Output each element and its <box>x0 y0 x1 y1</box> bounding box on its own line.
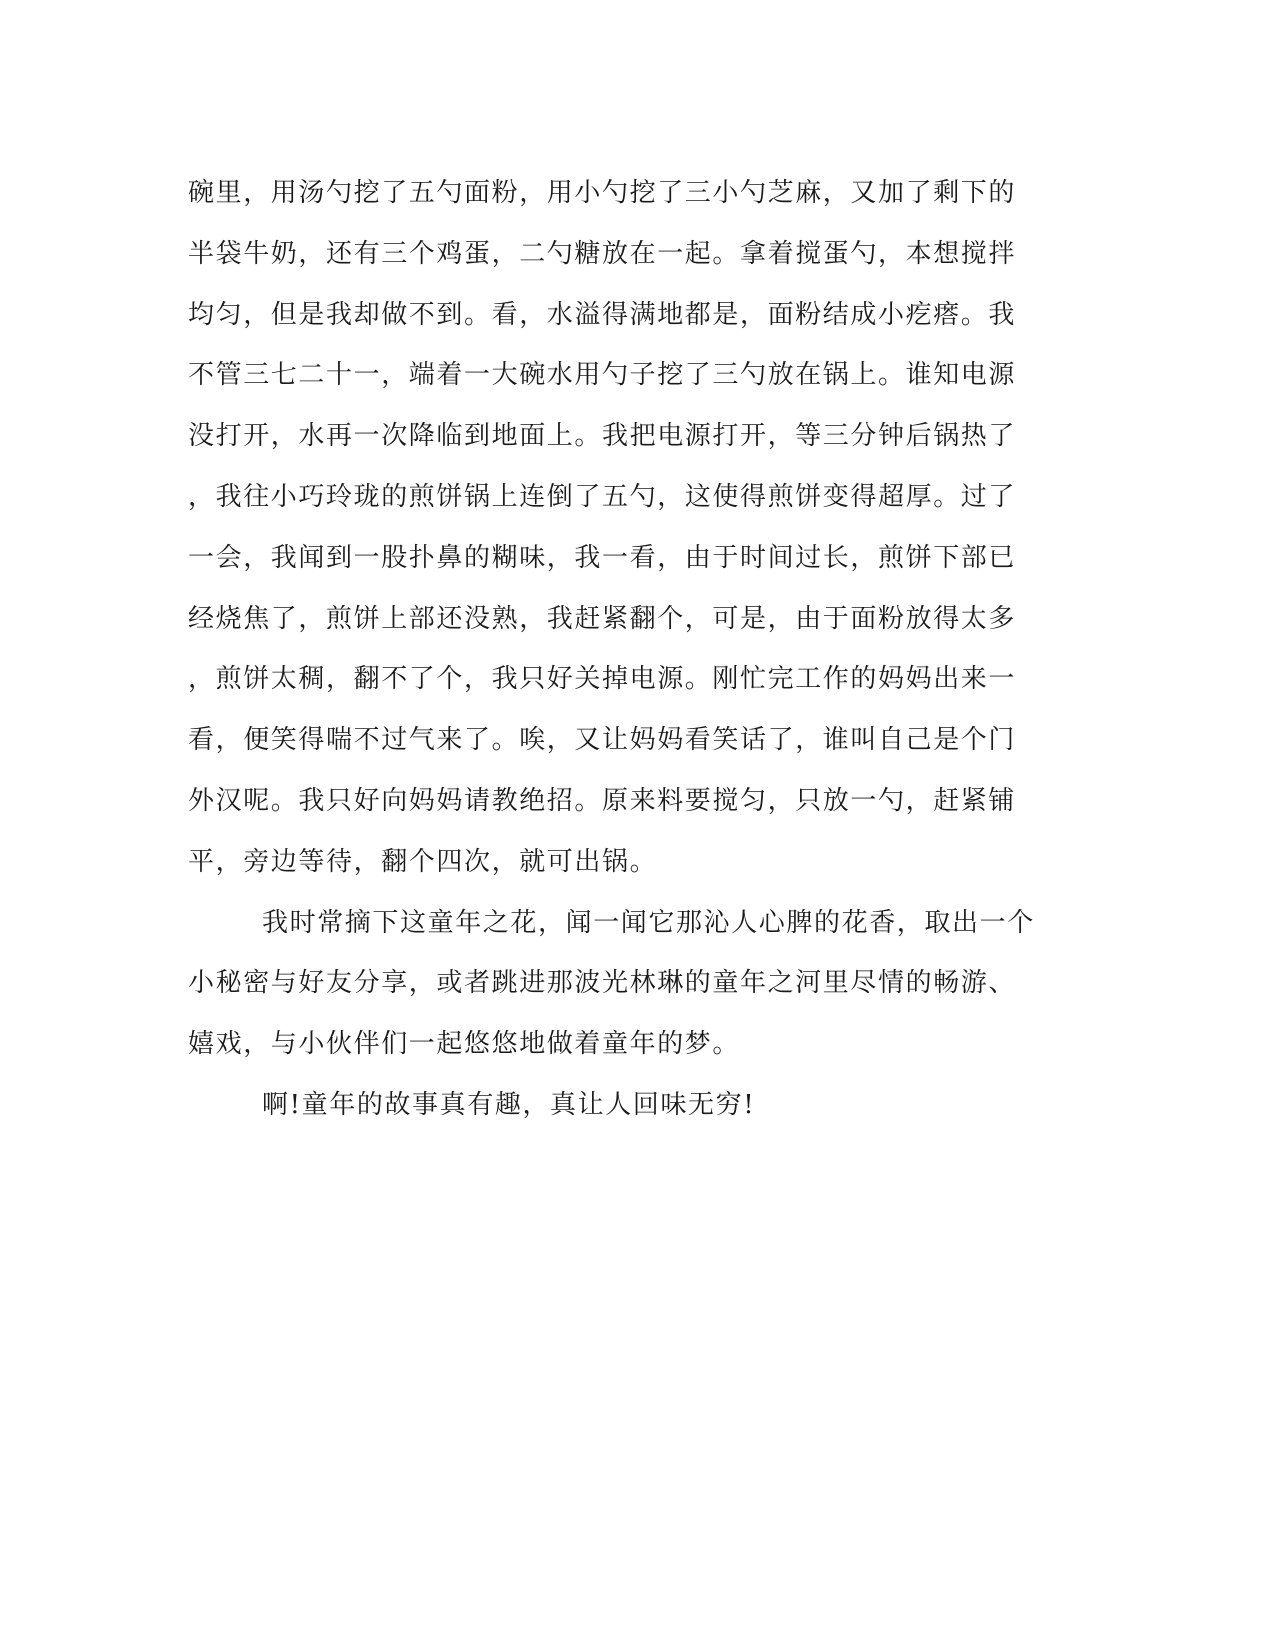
text-line: 一会，我闻到一股扑鼻的糊味，我一看，由于时间过长，煎饼下部已 <box>188 542 1017 573</box>
text-line: 看，便笑得喘不过气来了。唉，又让妈妈看笑话了，谁叫自己是个门 <box>188 725 1017 756</box>
body-text <box>188 163 1088 1136</box>
text-line: 嬉戏，与小伙伴们一起悠悠地做着童年的梦。 <box>188 1029 741 1060</box>
text-line: 平，旁边等待，翻个四次，就可出锅。 <box>188 846 658 877</box>
text-line: ，我往小巧玲珑的煎饼锅上连倒了五勺，这使得煎饼变得超厚。过了 <box>188 481 1017 512</box>
text-line: 经烧焦了，煎饼上部还没熟，我赶紧翻个，可是，由于面粉放得太多 <box>188 603 1017 634</box>
text-line: 碗里，用汤勺挖了五勺面粉，用小勺挖了三小勺芝麻，又加了剩下的 <box>188 178 1017 208</box>
text-line: 小秘密与好友分享，或者跳进那波光林琳的童年之河里尽情的畅游、 <box>188 968 1017 999</box>
text-line: 均匀，但是我却做不到。看，水溢得满地都是，面粉结成小疙瘩。我 <box>188 299 1017 330</box>
text-line: ，煎饼太稠，翻不了个，我只好关掉电源。刚忙完工作的妈妈出来一 <box>188 664 1017 695</box>
text-line: 半袋牛奶，还有三个鸡蛋，二勺糖放在一起。拿着搅蛋勺，本想搅拌 <box>188 238 1017 269</box>
text-line: 不管三七二十一，端着一大碗水用勺子挖了三勺放在锅上。谁知电源 <box>188 360 1017 391</box>
text-line: 没打开，水再一次降临到地面上。我把电源打开，等三分钟后锅热了 <box>188 421 1017 452</box>
text-line: 外汉呢。我只好向妈妈请教绝招。原来料要搅匀，只放一勺，赶紧铺 <box>188 785 1017 816</box>
paragraph-start-line: 我时常摘下这童年之花，闻一闻它那沁人心脾的花香，取出一个 <box>262 907 1035 938</box>
paragraph-start-line: 啊!童年的故事真有趣，真让人回味无穷! <box>262 1089 756 1120</box>
